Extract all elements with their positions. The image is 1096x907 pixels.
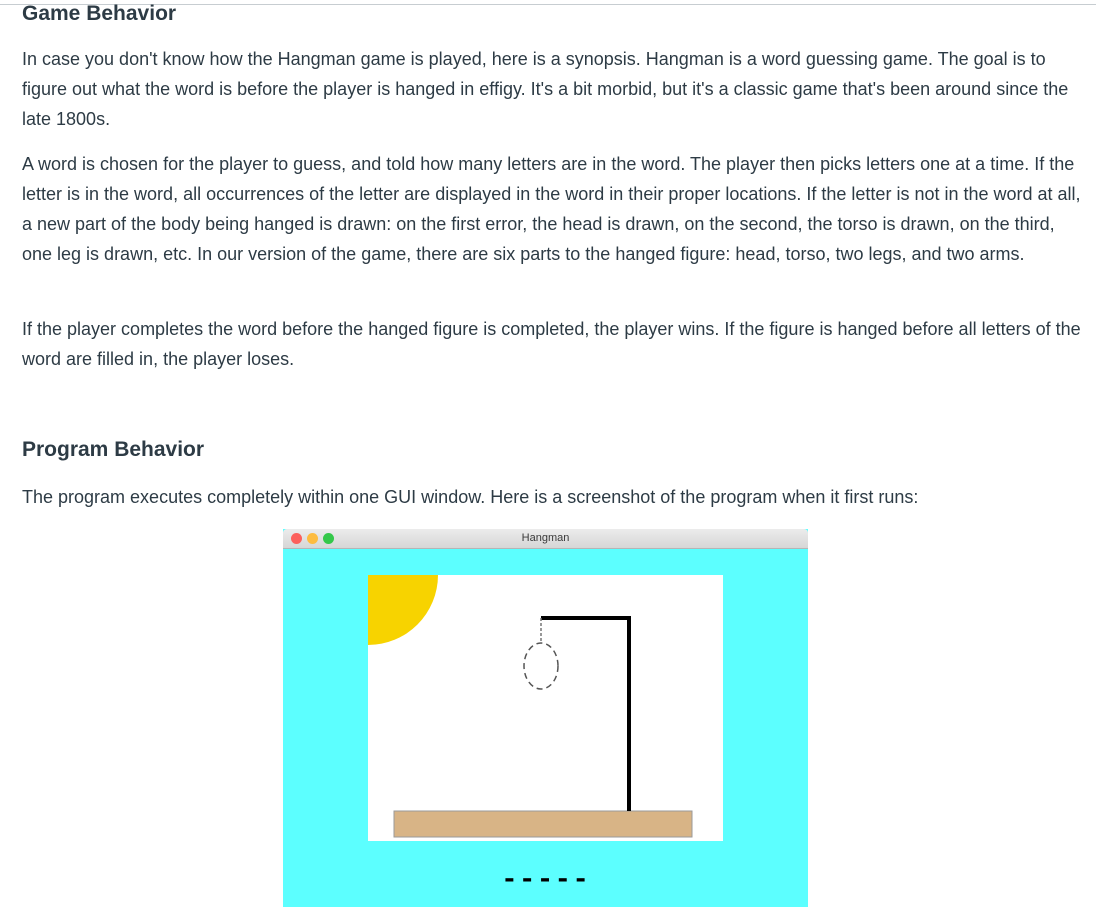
win-lose-paragraph: If the player completes the word before the hanged figure is completed, the player wins. If the figure is hanged before all letters of the word are filled in, the player loses.	[22, 319, 1081, 369]
word-display: -----	[500, 865, 590, 896]
rules-paragraph: A word is chosen for the player to guess, and told how many letters are in the word. The player then picks letters one at a time. If the letter is in the word, all occurrences of the letter are displayed in the word in their proper locations. If the letter is not in the word at all, a new part of the body being hanged is drawn: on the first error, the head is drawn, on the second, the torso is drawn, on the third, one leg is drawn, etc. In our version of the game, there are six parts to the hanged figure: head, torso, two legs, and two arms.	[22, 154, 1081, 264]
program-behavior-heading: Program Behavior	[22, 438, 205, 461]
game-canvas	[368, 575, 723, 841]
hangman-drawing	[368, 575, 723, 841]
synopsis-paragraph: In case you don't know how the Hangman game is played, here is a synopsis. Hangman is a word guessing game. The goal is to figure out what the word is before the player is hanged in effigy. It's a bit morbid, but it's a classic game that's been around since the late 1800s.	[22, 49, 1069, 129]
sun-shape	[368, 575, 438, 645]
window-title: Hangman	[521, 532, 570, 544]
head-outline	[524, 643, 558, 689]
gallows-base	[394, 811, 692, 837]
window-titlebar	[283, 529, 808, 549]
program-paragraph: The program executes completely within one GUI window. Here is a screenshot of the program when it first runs:	[22, 487, 919, 507]
hangman-window-screenshot	[283, 529, 808, 907]
game-behavior-heading: Game Behavior	[22, 2, 177, 25]
